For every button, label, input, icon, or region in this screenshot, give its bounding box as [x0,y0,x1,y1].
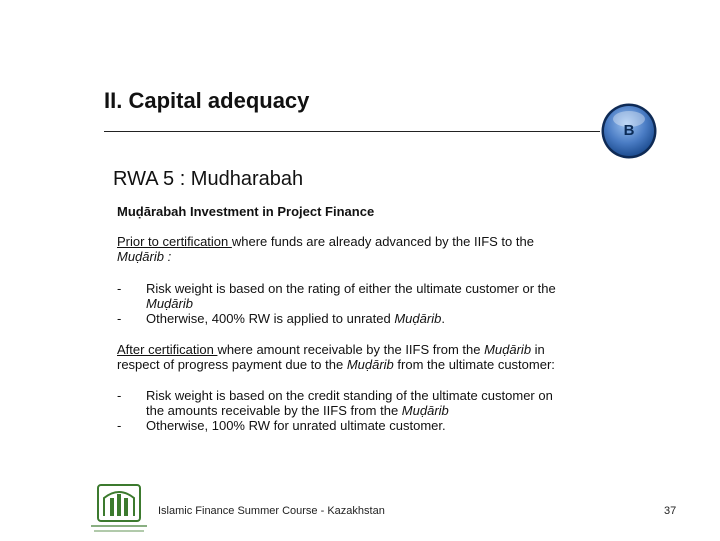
bullet-dash: - [117,388,122,403]
bullet-text2: the amounts receivable by the IIFS from the [146,403,402,418]
section2-line2-italic: Muḍārib [346,357,394,372]
list-item [117,418,637,433]
page-number: 37 [664,505,677,517]
footer-course-title: Islamic Finance Summer Course - Kazakhstan [158,505,385,517]
section1-lead-text: where funds are already advanced by the IIFS to the [231,234,534,249]
bullet-dash: - [117,281,122,296]
bullet-italic: Muḍārib [394,311,442,326]
slide-title: II. Capital adequacy [104,88,310,113]
section2-list [117,388,637,433]
bullet-dash: - [117,418,122,433]
section2-lead [117,342,647,372]
section1-lead-underlined: Prior to certification [117,234,232,249]
section2-line2-a: respect of progress payment due to the [117,357,347,372]
bullet-italic: Muḍārib [146,296,193,311]
bullet-text: Risk weight is based on the rating of either the ultimate customer or the [146,281,556,296]
irti-logo-icon [88,484,150,536]
section1-lead-italic: Muḍārib : [117,249,172,264]
bullet-italic: Muḍārib [401,403,449,418]
bullet-dash: - [117,311,122,326]
section2-line2-b: from the ultimate customer: [393,357,555,372]
badge-letter: B [623,122,635,139]
section-heading: Muḍārabah Investment in Project Finance [117,204,375,219]
section2-lead-italic: Muḍārib [484,342,532,357]
slide-subtitle: RWA 5 : Mudharabah [113,168,304,190]
list-item [117,281,637,311]
institution-logo [88,484,150,536]
section2-lead-text2: in [531,342,545,357]
title-divider [104,131,600,132]
bullet-text: Otherwise, 400% RW is applied to unrated [146,311,395,326]
section2-lead-text: where amount receivable by the IIFS from the [217,342,485,357]
section2-lead-underlined: After certification [117,342,218,357]
list-item [117,388,637,418]
bullet-text: Otherwise, 100% RW for unrated ultimate customer. [146,418,446,433]
bullet-tail: . [441,311,445,326]
list-item [117,311,637,326]
bullet-text: Risk weight is based on the credit standing of the ultimate customer on [146,388,553,403]
section1-list [117,281,637,326]
section-badge [600,102,658,160]
section1-lead [117,234,647,264]
